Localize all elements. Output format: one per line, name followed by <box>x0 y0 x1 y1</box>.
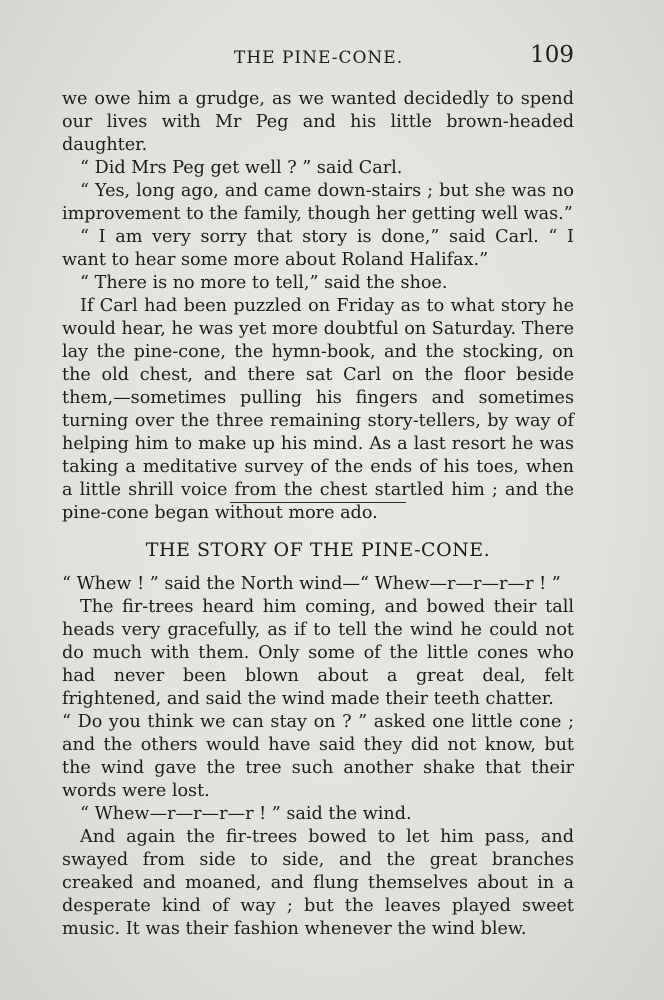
section-divider <box>230 502 406 503</box>
running-title: THE PINE-CONE. <box>234 48 404 68</box>
paragraph: “ There is no more to tell,” said the shoe. <box>80 273 448 293</box>
story-title: THE STORY OF THE PINE-CONE. <box>145 539 491 561</box>
page-header <box>62 42 574 72</box>
paragraph: “ Do you think we can stay on ? ” asked one little cone ; and the others would have said they did not know, but the wind gave the tree such another shake that their words were lost. <box>62 712 574 801</box>
story-text <box>62 573 574 941</box>
paragraph: “ Whew ! ” said the North wind—“ Whew—r—r—r—r ! ” <box>62 574 561 594</box>
paragraph: we owe him a grudge, as we wanted decidedly to spend our lives with Mr Peg and his little brown-headed daughter. <box>62 89 574 155</box>
paragraph: And again the fir-trees bowed to let him pass, and swayed from side to side, and the great branches creaked and moaned, and flung themselves about in a desperate kind of way ; but the leaves played sweet music. It was their fashion whenever the wind blew. <box>62 827 574 939</box>
paragraph: “ Yes, long ago, and came down-stairs ; but she was no improvement to the family, though her getting well was.” <box>62 181 574 224</box>
body-text <box>62 88 574 525</box>
paragraph: If Carl had been puzzled on Friday as to what story he would hear, he was yet more doubtful on Saturday. There lay the pine-cone, the hymn-book, and the stocking, on the old chest, and there sat Carl on the floor beside them,—sometimes pulling his fingers and sometimes turning over the three remaining story-tellers, by way of helping him to make up his mind. As a last resort he was taking a meditative survey of the ends of his toes, when a little shrill voice from the chest startled him ; and the pine-cone began without more ado. <box>62 296 574 523</box>
paragraph: The fir-trees heard him coming, and bowed their tall heads very gracefully, as if to tell the wind he could not do much with them. Only some of the little cones who had never been blown about a great deal, felt frightened, and said the wind made their teeth chatter. <box>62 597 574 709</box>
page-number: 109 <box>530 42 574 68</box>
paragraph: “ Whew—r—r—r—r ! ” said the wind. <box>80 804 412 824</box>
paragraph: “ Did Mrs Peg get well ? ” said Carl. <box>80 158 403 178</box>
paragraph: “ I am very sorry that story is done,” said Carl. “ I want to hear some more about Roland Halifax.” <box>62 227 574 270</box>
